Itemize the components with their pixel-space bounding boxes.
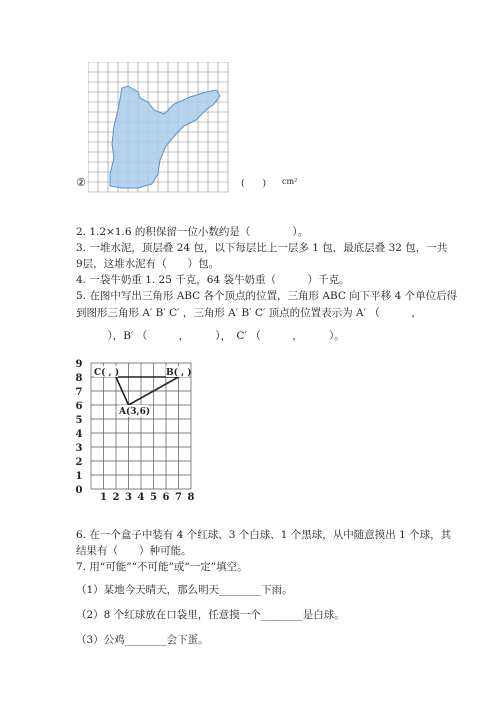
x-tick-label: 5 — [150, 492, 157, 502]
area-answer-blank: ( ) — [241, 179, 267, 189]
question-7-part-2: （2）8 个红球放在口袋里，任意摸一个________是白球。 — [76, 609, 345, 621]
x-tick-label: 8 — [187, 492, 195, 502]
area-grid-figure — [88, 62, 248, 202]
y-tick-label: 3 — [75, 443, 83, 454]
question-7-part-3: （3）公鸡________会下蛋。 — [76, 634, 209, 646]
y-tick-label: 8 — [75, 373, 83, 384]
question-7: 7. 用“可能”“不可能”或“一定”填空。 — [76, 561, 248, 573]
triangle-coordinate-figure — [62, 352, 212, 502]
x-tick-label: 1 — [100, 492, 107, 502]
shaded-shape — [110, 86, 220, 188]
x-tick-label: 7 — [175, 492, 182, 502]
question-7-part-1: （1）某地今天晴天，那么明天________下雨。 — [76, 584, 293, 596]
question-6-line-1: 6. 在一个盒子中装有 4 个红球、3 个白球、1 个黑球，从中随意摸出 1 个球，其 — [76, 529, 452, 541]
question-6-line-2: 结果有（ ）种可能。 — [76, 545, 192, 557]
question-3-line-2: 9层，这堆水泥有（ ）包。 — [76, 258, 220, 270]
question-5-line-2: 到图形三角形 A′ B′ C′ ，三角形 A′ B′ C′ 顶点的位置表示为 A′ （ ， — [76, 307, 422, 319]
y-tick-label: 4 — [75, 429, 83, 440]
y-tick-label: 7 — [75, 387, 83, 398]
question-4: 4. 一袋牛奶重 1. 25 千克，64 袋牛奶重（ ）千克。 — [76, 274, 350, 286]
y-tick-label: 5 — [75, 415, 83, 426]
y-tick-label: 9 — [75, 359, 83, 370]
figure-marker: ② — [76, 176, 86, 189]
y-tick-labels — [76, 359, 83, 496]
x-tick-label: 2 — [112, 492, 120, 502]
vertex-label-b: B( , ) — [166, 368, 192, 378]
question-5-line-1: 5. 在图中写出三角形 ABC 各个顶点的位置，三角形 ABC 向下平移 4 个单位后得 — [76, 290, 458, 302]
question-3-line-1: 3. 一堆水泥，顶层叠 24 包，以下每层比上一层多 1 包，最底层叠 32 包，一共 — [76, 242, 448, 254]
coordinate-grid — [91, 363, 191, 489]
vertex-label-a: A(3,6) — [119, 407, 151, 417]
area-unit: cm² — [282, 177, 298, 186]
x-tick-labels — [100, 492, 195, 502]
y-tick-label: 0 — [75, 485, 83, 496]
vertex-label-c: C( , ) — [94, 368, 120, 378]
question-2: 2. 1.2×1.6 的积保留一位小数约是（ ）。 — [76, 226, 309, 238]
x-tick-label: 4 — [137, 492, 145, 502]
x-tick-label: 6 — [162, 492, 170, 502]
y-tick-label: 1 — [75, 471, 83, 482]
y-tick-label: 2 — [75, 457, 83, 468]
y-tick-label: 6 — [75, 401, 83, 412]
question-5-line-3: ），B′ （ ， ）， C′ （ ， ）。 — [76, 330, 345, 342]
x-tick-label: 3 — [125, 492, 132, 502]
